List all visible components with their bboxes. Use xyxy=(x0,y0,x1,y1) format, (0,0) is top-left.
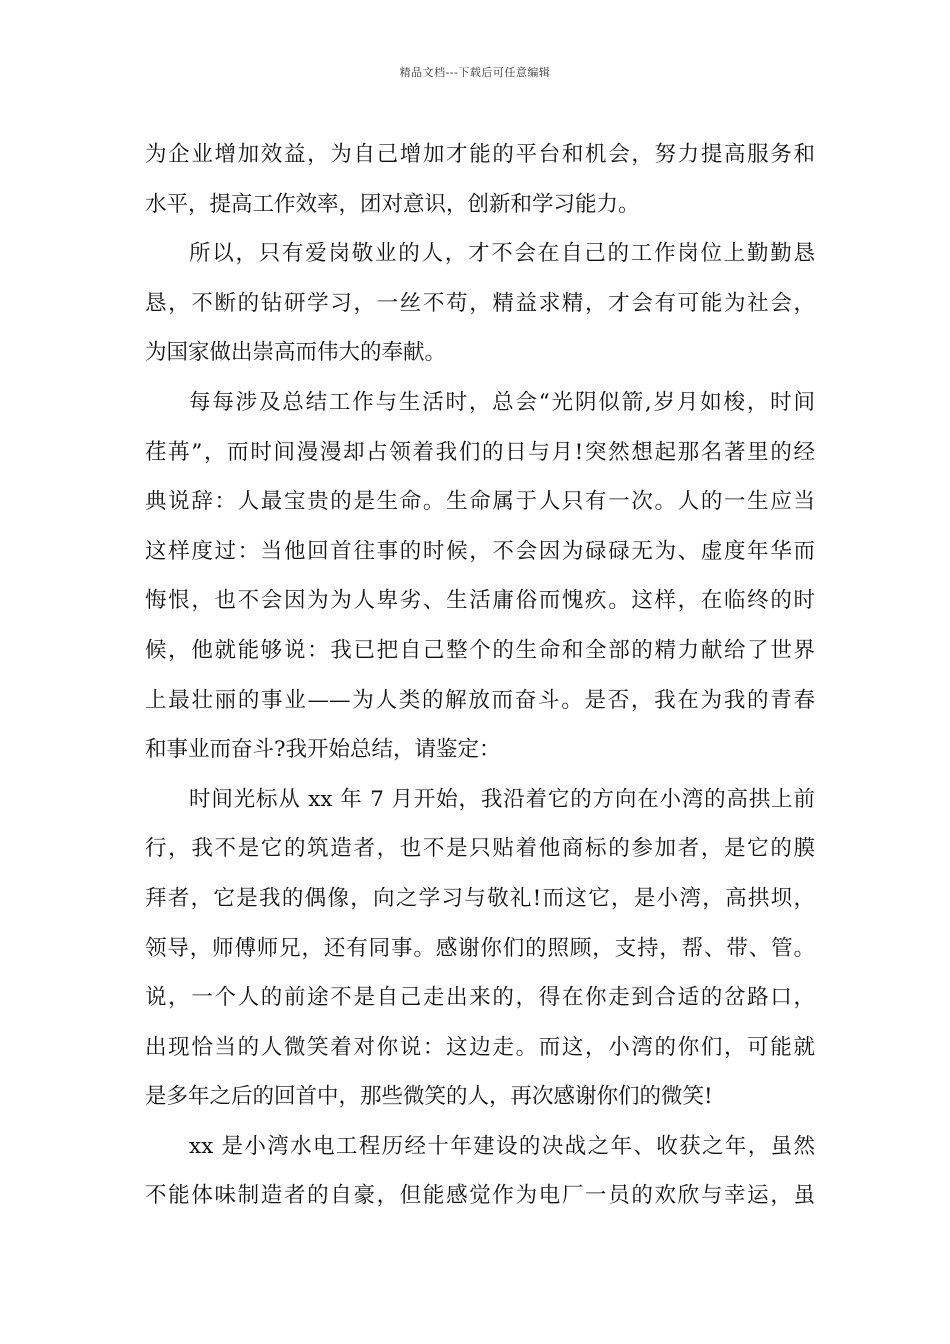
text-line: 恳，不断的钻研学习，一丝不苟，精益求精，才会有可能为社会， xyxy=(145,290,815,316)
text-line: 说，一个人的前途不是自己走出来的，得在你走到合适的岔路口， xyxy=(145,985,815,1011)
paragraph-start-line: 时间光标从 xx 年 7 月开始，我沿着它的方向在小湾的高拱上前 xyxy=(189,786,815,812)
text-line: 行，我不是它的筑造者，也不是只贴着他商标的参加者，是它的膜 xyxy=(145,836,815,862)
document-body xyxy=(145,130,815,1221)
text-line: 出现恰当的人微笑着对你说：这边走。而这，小湾的你们，可能就 xyxy=(145,1034,815,1060)
text-line: 是多年之后的回首中，那些微笑的人，再次感谢你们的微笑! xyxy=(145,1084,713,1110)
text-line: 这样度过：当他回首往事的时候，不会因为碌碌无为、虚度年华而 xyxy=(145,538,815,564)
text-line: 候，他就能够说：我已把自己整个的生命和全部的精力献给了世界 xyxy=(145,637,815,663)
text-line: 水平，提高工作效率，团对意识，创新和学习能力。 xyxy=(145,191,640,217)
text-line: 和事业而奋斗?我开始总结，请鉴定： xyxy=(145,737,501,763)
paragraph-start-line: 所以，只有爱岗敬业的人，才不会在自己的工作岗位上勤勤恳 xyxy=(189,241,815,267)
text-line: 不能体味制造者的自豪，但能感觉作为电厂一员的欢欣与幸运，虽 xyxy=(145,1183,815,1209)
text-line: 领导，师傅师兄，还有同事。感谢你们的照顾，支持，帮、带、管。 xyxy=(145,935,815,961)
text-line: 为国家做出崇高而伟大的奉献。 xyxy=(145,340,447,366)
text-line: 悔恨，也不会因为为人卑劣、生活庸俗而愧疚。这样，在临终的时 xyxy=(145,588,815,614)
paragraph-start-line: 每每涉及总结工作与生活时，总会“光阴似箭,岁月如梭，时间 xyxy=(189,389,815,415)
text-line: 拜者，它是我的偶像，向之学习与敬礼!而这它，是小湾，高拱坝， xyxy=(145,885,815,911)
text-line: 为企业增加效益，为自己增加才能的平台和机会，努力提高服务和 xyxy=(145,142,815,167)
text-line: 荏苒”，而时间漫漫却占领着我们的日与月!突然想起那名著里的经 xyxy=(145,439,815,465)
page-header: 精品文档---下载后可任意编辑 xyxy=(399,66,551,79)
paragraph-start-line: xx 是小湾水电工程历经十年建设的决战之年、收获之年，虽然 xyxy=(189,1133,815,1159)
text-line: 典说辞：人最宝贵的是生命。生命属于人只有一次。人的一生应当 xyxy=(145,489,815,515)
text-line: 上最壮丽的事业——为人类的解放而奋斗。是否，我在为我的青春 xyxy=(145,687,815,713)
